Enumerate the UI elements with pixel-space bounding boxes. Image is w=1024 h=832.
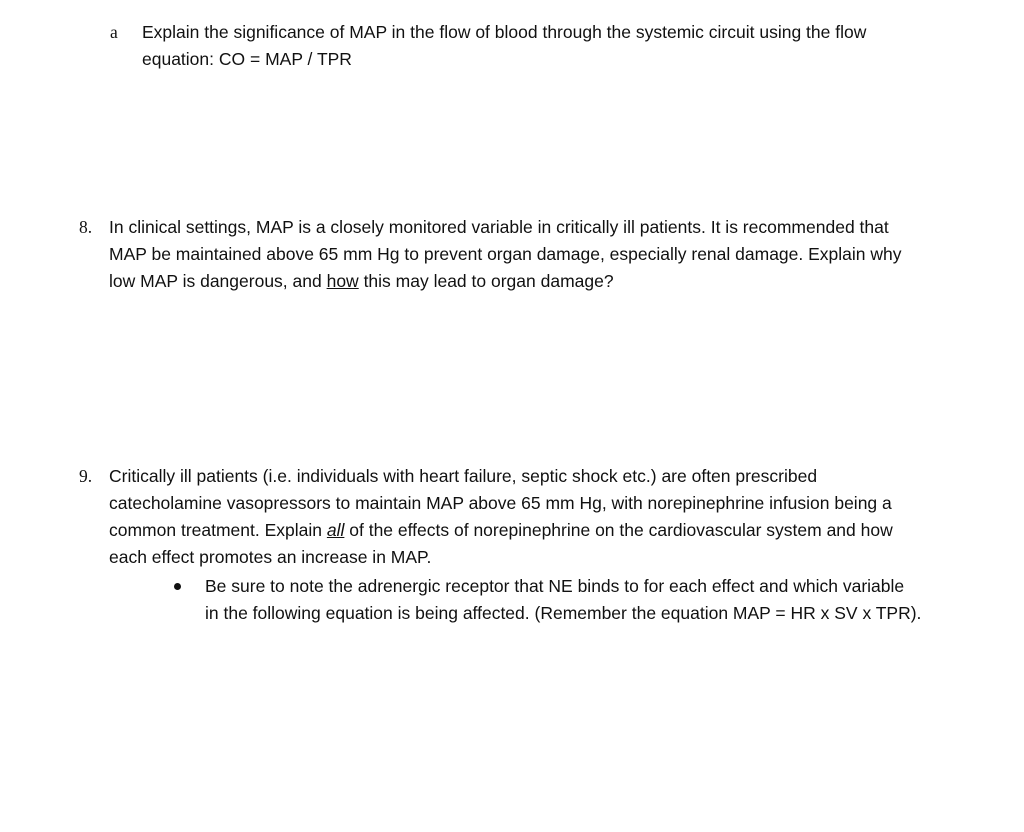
question-8-line-3-post: this may lead to organ damage? bbox=[358, 271, 614, 291]
bullet-dot-icon bbox=[174, 583, 181, 590]
question-9-bullet-line-2: in the following equation is being affected. (Remember the equation MAP = HR x SV x TPR). bbox=[205, 603, 922, 623]
question-9-text bbox=[109, 463, 893, 571]
question-8-label: 8. bbox=[79, 217, 93, 237]
question-8-text bbox=[109, 214, 902, 295]
question-9-line-4: each effect promotes an increase in MAP. bbox=[109, 547, 432, 567]
question-8-line-3-pre: low MAP is dangerous, and bbox=[109, 271, 327, 291]
question-a-line-2: equation: CO = MAP / TPR bbox=[142, 49, 352, 69]
question-9-line-3-pre: common treatment. Explain bbox=[109, 520, 327, 540]
question-9-bullet-text bbox=[205, 573, 921, 627]
question-9-line-1: Critically ill patients (i.e. individuals with heart failure, septic shock etc.) are often prescribed bbox=[109, 466, 818, 486]
question-8-line-2: MAP be maintained above 65 mm Hg to prevent organ damage, especially renal damage. Explain why bbox=[109, 244, 902, 264]
question-a-label: a bbox=[110, 22, 118, 42]
question-8-line-3 bbox=[109, 268, 902, 295]
question-a-line-1: Explain the significance of MAP in the flow of blood through the systemic circuit using the flow bbox=[142, 22, 867, 42]
question-8-line-1: In clinical settings, MAP is a closely monitored variable in critically ill patients. It is recommended that bbox=[109, 217, 889, 237]
question-a-text bbox=[142, 19, 866, 73]
question-9-emphasized-all: all bbox=[326, 520, 345, 540]
question-9-bullet-line-1: Be sure to note the adrenergic receptor that NE binds to for each effect and which variable bbox=[205, 576, 905, 596]
question-9-line-3-post: of the effects of norepinephrine on the cardiovascular system and how bbox=[344, 520, 893, 540]
question-9-line-2: catecholamine vasopressors to maintain MAP above 65 mm Hg, with norepinephrine infusion being a bbox=[109, 493, 892, 513]
question-9-label: 9. bbox=[79, 466, 93, 486]
question-8-underlined-how: how bbox=[326, 271, 359, 291]
question-9-line-3 bbox=[109, 517, 893, 544]
